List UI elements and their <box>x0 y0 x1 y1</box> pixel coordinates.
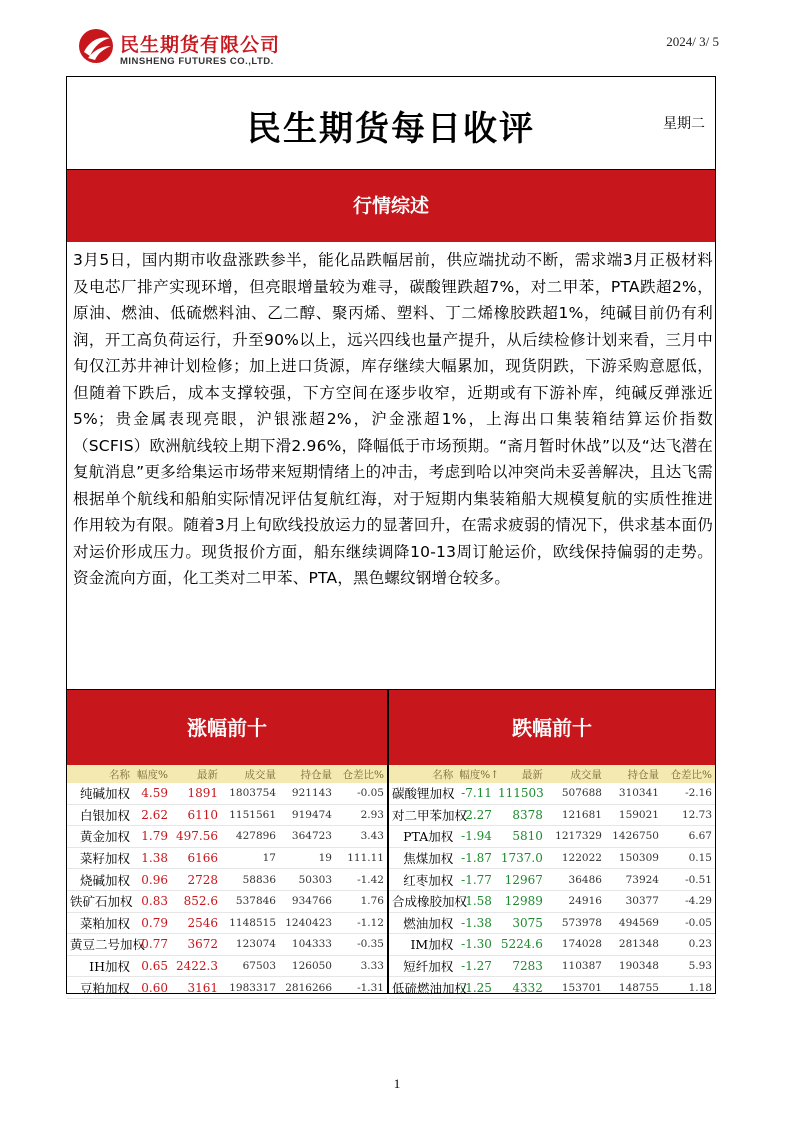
company-logo <box>78 26 318 76</box>
losers-header-row <box>389 765 715 783</box>
table-row <box>389 955 715 977</box>
cell-open-interest: 919474 <box>279 804 335 826</box>
cell-volume: 24916 <box>546 890 605 912</box>
cell-volume: 427896 <box>221 826 279 848</box>
col-header-name: 名称 <box>67 765 133 783</box>
cell-open-interest: 148755 <box>605 977 662 999</box>
cell-open-interest: 281348 <box>605 934 662 956</box>
table-row <box>389 847 715 869</box>
cell-open-interest: 364723 <box>279 826 335 848</box>
cell-last: 6166 <box>171 847 221 869</box>
cell-name: IM加权 <box>389 934 456 956</box>
col-header-change: 幅度% <box>133 765 171 783</box>
cell-open-interest: 150309 <box>605 847 662 869</box>
table-row <box>389 869 715 891</box>
cell-name: 焦煤加权 <box>389 847 456 869</box>
cell-last: 6110 <box>171 804 221 826</box>
cell-name: 合成橡胶加权 <box>389 890 456 912</box>
cell-oi-change: 2.93 <box>335 804 387 826</box>
col-header-oi-change: 仓差比% <box>335 765 387 783</box>
gainers-heading: 涨幅前十 <box>187 716 267 740</box>
ranking-heading-band <box>67 689 715 766</box>
cell-volume: 36486 <box>546 869 605 891</box>
section-heading-market-overview: 行情综述 <box>67 169 715 242</box>
cell-change: 0.77 <box>133 934 171 956</box>
report-frame <box>66 76 716 994</box>
table-row <box>67 783 387 804</box>
col-header-last: 最新 <box>495 765 546 783</box>
cell-last: 7283 <box>495 955 546 977</box>
cell-volume: 507688 <box>546 783 605 804</box>
cell-volume: 17 <box>221 847 279 869</box>
cell-open-interest: 19 <box>279 847 335 869</box>
cell-change: -1.25 <box>456 977 495 999</box>
col-header-open-interest: 持仓量 <box>279 765 335 783</box>
col-header-volume: 成交量 <box>546 765 605 783</box>
cell-name: 黄豆二号加权 <box>67 934 133 956</box>
cell-oi-change: -1.31 <box>335 977 387 999</box>
cell-last: 4332 <box>495 977 546 999</box>
cell-oi-change: -1.12 <box>335 912 387 934</box>
cell-volume: 58836 <box>221 869 279 891</box>
cell-volume: 110387 <box>546 955 605 977</box>
market-summary-text: 3月5日，国内期市收盘涨跌参半，能化品跌幅居前，供应端扰动不断，需求端3月正极材料及电芯厂排产实现环增，但亮眼增量较为难寻，碳酸锂跌超7%，对二甲苯，PTA跌超2%，原油、燃油、低硫燃料油、乙二醇、聚丙烯、塑料、丁二烯橡胶跌超1%，纯碱目前仍有利润，开工高负荷运行，升至90%以上，远兴四线也量产提升，从后续检修计划来看，三月中旬仅江苏井神计划检修；加上进口货源，库存继续大幅累加，现货阴跌，下游采购意愿低，但随着下跌后，成本支撑较强，下方空间在逐步收窄，近期或有下游补库，纯碱反弹涨近5%；贵金属表现亮眼，沪银涨超2%，沪金涨超1%，上海出口集装箱结算运价指数（SCFIS）欧洲航线较上期下滑2.96%，降幅低于市场预期。“斋月暂时休战”以及“达飞潜在复航消息”更多给集运市场带来短期情绪上的冲击，考虑到哈以冲突尚未妥善解决，且达飞需根据单个航线和船舶实际情况评估复航红海，对于短期内集装箱船大规模复航的实质性推进作用较为有限。随着3月上旬欧线投放运力的显著回升，在需求疲弱的情况下，供求基本面仍对运价形成压力。现货报价方面，船东继续调降10-13周订舱运价，欧线保持偏弱的走势。资金流向方面，化工类对二甲苯、PTA，黑色螺纹钢增仓较多。 <box>73 251 713 587</box>
cell-name: PTA加权 <box>389 826 456 848</box>
cell-change: -1.27 <box>456 955 495 977</box>
cell-name: 铁矿石加权 <box>67 890 133 912</box>
cell-change: 0.65 <box>133 955 171 977</box>
cell-oi-change: 1.76 <box>335 890 387 912</box>
col-header-name: 名称 <box>389 765 456 783</box>
logo-mark-icon <box>78 28 114 64</box>
cell-oi-change: 0.15 <box>662 847 715 869</box>
table-row <box>67 804 387 826</box>
cell-last: 3672 <box>171 934 221 956</box>
cell-name: 低硫燃油加权 <box>389 977 456 999</box>
losers-table <box>389 765 715 999</box>
cell-change: -1.87 <box>456 847 495 869</box>
cell-change: 0.83 <box>133 890 171 912</box>
cell-change: 2.62 <box>133 804 171 826</box>
cell-last: 3075 <box>495 912 546 934</box>
cell-change: 0.60 <box>133 977 171 999</box>
cell-name: 菜籽加权 <box>67 847 133 869</box>
cell-open-interest: 1240423 <box>279 912 335 934</box>
table-row <box>389 912 715 934</box>
cell-change: -1.38 <box>456 912 495 934</box>
cell-name: IH加权 <box>67 955 133 977</box>
cell-open-interest: 2816266 <box>279 977 335 999</box>
col-header-oi-change: 仓差比% <box>662 765 715 783</box>
cell-last: 5810 <box>495 826 546 848</box>
cell-name: 碳酸锂加权 <box>389 783 456 804</box>
table-row <box>389 804 715 826</box>
cell-name: 豆粕加权 <box>67 977 133 999</box>
cell-oi-change: -0.35 <box>335 934 387 956</box>
cell-name: 菜粕加权 <box>67 912 133 934</box>
cell-volume: 1217329 <box>546 826 605 848</box>
cell-name: 短纤加权 <box>389 955 456 977</box>
cell-change: -2.27 <box>456 804 495 826</box>
cell-oi-change: -0.05 <box>662 912 715 934</box>
cell-name: 黄金加权 <box>67 826 133 848</box>
cell-open-interest: 934766 <box>279 890 335 912</box>
cell-oi-change: -0.51 <box>662 869 715 891</box>
table-row <box>389 890 715 912</box>
cell-open-interest: 494569 <box>605 912 662 934</box>
cell-last: 1891 <box>171 783 221 804</box>
cell-volume: 174028 <box>546 934 605 956</box>
cell-change: -1.77 <box>456 869 495 891</box>
cell-change: 1.38 <box>133 847 171 869</box>
cell-volume: 1148515 <box>221 912 279 934</box>
cell-change: -1.94 <box>456 826 495 848</box>
cell-oi-change: 5.93 <box>662 955 715 977</box>
col-header-open-interest: 持仓量 <box>605 765 662 783</box>
table-row <box>67 977 387 999</box>
cell-change: 1.79 <box>133 826 171 848</box>
table-row <box>389 934 715 956</box>
table-row <box>67 955 387 977</box>
weekday-label: 星期二 <box>663 116 705 132</box>
cell-last: 852.6 <box>171 890 221 912</box>
losers-heading: 跌幅前十 <box>512 716 592 740</box>
cell-oi-change: -0.05 <box>335 783 387 804</box>
cell-last: 2728 <box>171 869 221 891</box>
table-row <box>67 826 387 848</box>
col-header-change-sorted: 幅度%↑ <box>456 765 495 783</box>
gainers-header-row <box>67 765 387 783</box>
cell-volume: 121681 <box>546 804 605 826</box>
logo-english-name: MINSHENG FUTURES CO.,LTD. <box>120 56 274 67</box>
cell-volume: 1803754 <box>221 783 279 804</box>
cell-oi-change: 3.33 <box>335 955 387 977</box>
cell-last: 12989 <box>495 890 546 912</box>
cell-name: 燃油加权 <box>389 912 456 934</box>
cell-oi-change: -1.42 <box>335 869 387 891</box>
logo-chinese-name: 民生期货有限公司 <box>120 34 281 56</box>
cell-volume: 1983317 <box>221 977 279 999</box>
cell-name: 红枣加权 <box>389 869 456 891</box>
table-row <box>67 847 387 869</box>
table-row <box>67 912 387 934</box>
cell-open-interest: 1426750 <box>605 826 662 848</box>
cell-oi-change: -4.29 <box>662 890 715 912</box>
cell-change: 0.79 <box>133 912 171 934</box>
table-row <box>389 977 715 999</box>
cell-open-interest: 50303 <box>279 869 335 891</box>
cell-volume: 537846 <box>221 890 279 912</box>
cell-last: 12967 <box>495 869 546 891</box>
cell-oi-change: 3.43 <box>335 826 387 848</box>
cell-oi-change: 12.73 <box>662 804 715 826</box>
col-header-volume: 成交量 <box>221 765 279 783</box>
cell-volume: 573978 <box>546 912 605 934</box>
cell-name: 烧碱加权 <box>67 869 133 891</box>
cell-volume: 122022 <box>546 847 605 869</box>
cell-name: 纯碱加权 <box>67 783 133 804</box>
cell-last: 2422.3 <box>171 955 221 977</box>
cell-last: 5224.6 <box>495 934 546 956</box>
cell-last: 3161 <box>171 977 221 999</box>
col-header-last: 最新 <box>171 765 221 783</box>
cell-volume: 67503 <box>221 955 279 977</box>
table-row <box>67 934 387 956</box>
page-number: 1 <box>393 1076 401 1091</box>
cell-oi-change: 0.23 <box>662 934 715 956</box>
cell-last: 1737.0 <box>495 847 546 869</box>
table-row <box>67 890 387 912</box>
cell-volume: 123074 <box>221 934 279 956</box>
cell-open-interest: 30377 <box>605 890 662 912</box>
gainers-table <box>67 765 387 999</box>
table-row <box>67 869 387 891</box>
cell-name: 对二甲苯加权 <box>389 804 456 826</box>
table-row <box>389 826 715 848</box>
cell-last: 2546 <box>171 912 221 934</box>
cell-change: 4.59 <box>133 783 171 804</box>
cell-change: -1.58 <box>456 890 495 912</box>
cell-open-interest: 310341 <box>605 783 662 804</box>
cell-open-interest: 126050 <box>279 955 335 977</box>
cell-oi-change: -2.16 <box>662 783 715 804</box>
cell-oi-change: 1.18 <box>662 977 715 999</box>
cell-volume: 1151561 <box>221 804 279 826</box>
cell-oi-change: 6.67 <box>662 826 715 848</box>
cell-change: -1.30 <box>456 934 495 956</box>
cell-open-interest: 190348 <box>605 955 662 977</box>
cell-name: 白银加权 <box>67 804 133 826</box>
cell-change: -7.11 <box>456 783 495 804</box>
table-row <box>389 783 715 804</box>
report-date: 2024/ 3/ 5 <box>666 34 719 49</box>
cell-open-interest: 159021 <box>605 804 662 826</box>
cell-last: 111503 <box>495 783 546 804</box>
cell-volume: 153701 <box>546 977 605 999</box>
cell-open-interest: 104333 <box>279 934 335 956</box>
cell-oi-change: 111.11 <box>335 847 387 869</box>
cell-change: 0.96 <box>133 869 171 891</box>
cell-open-interest: 921143 <box>279 783 335 804</box>
cell-last: 497.56 <box>171 826 221 848</box>
cell-last: 8378 <box>495 804 546 826</box>
cell-open-interest: 73924 <box>605 869 662 891</box>
page-title: 民生期货每日收评 <box>247 109 535 149</box>
